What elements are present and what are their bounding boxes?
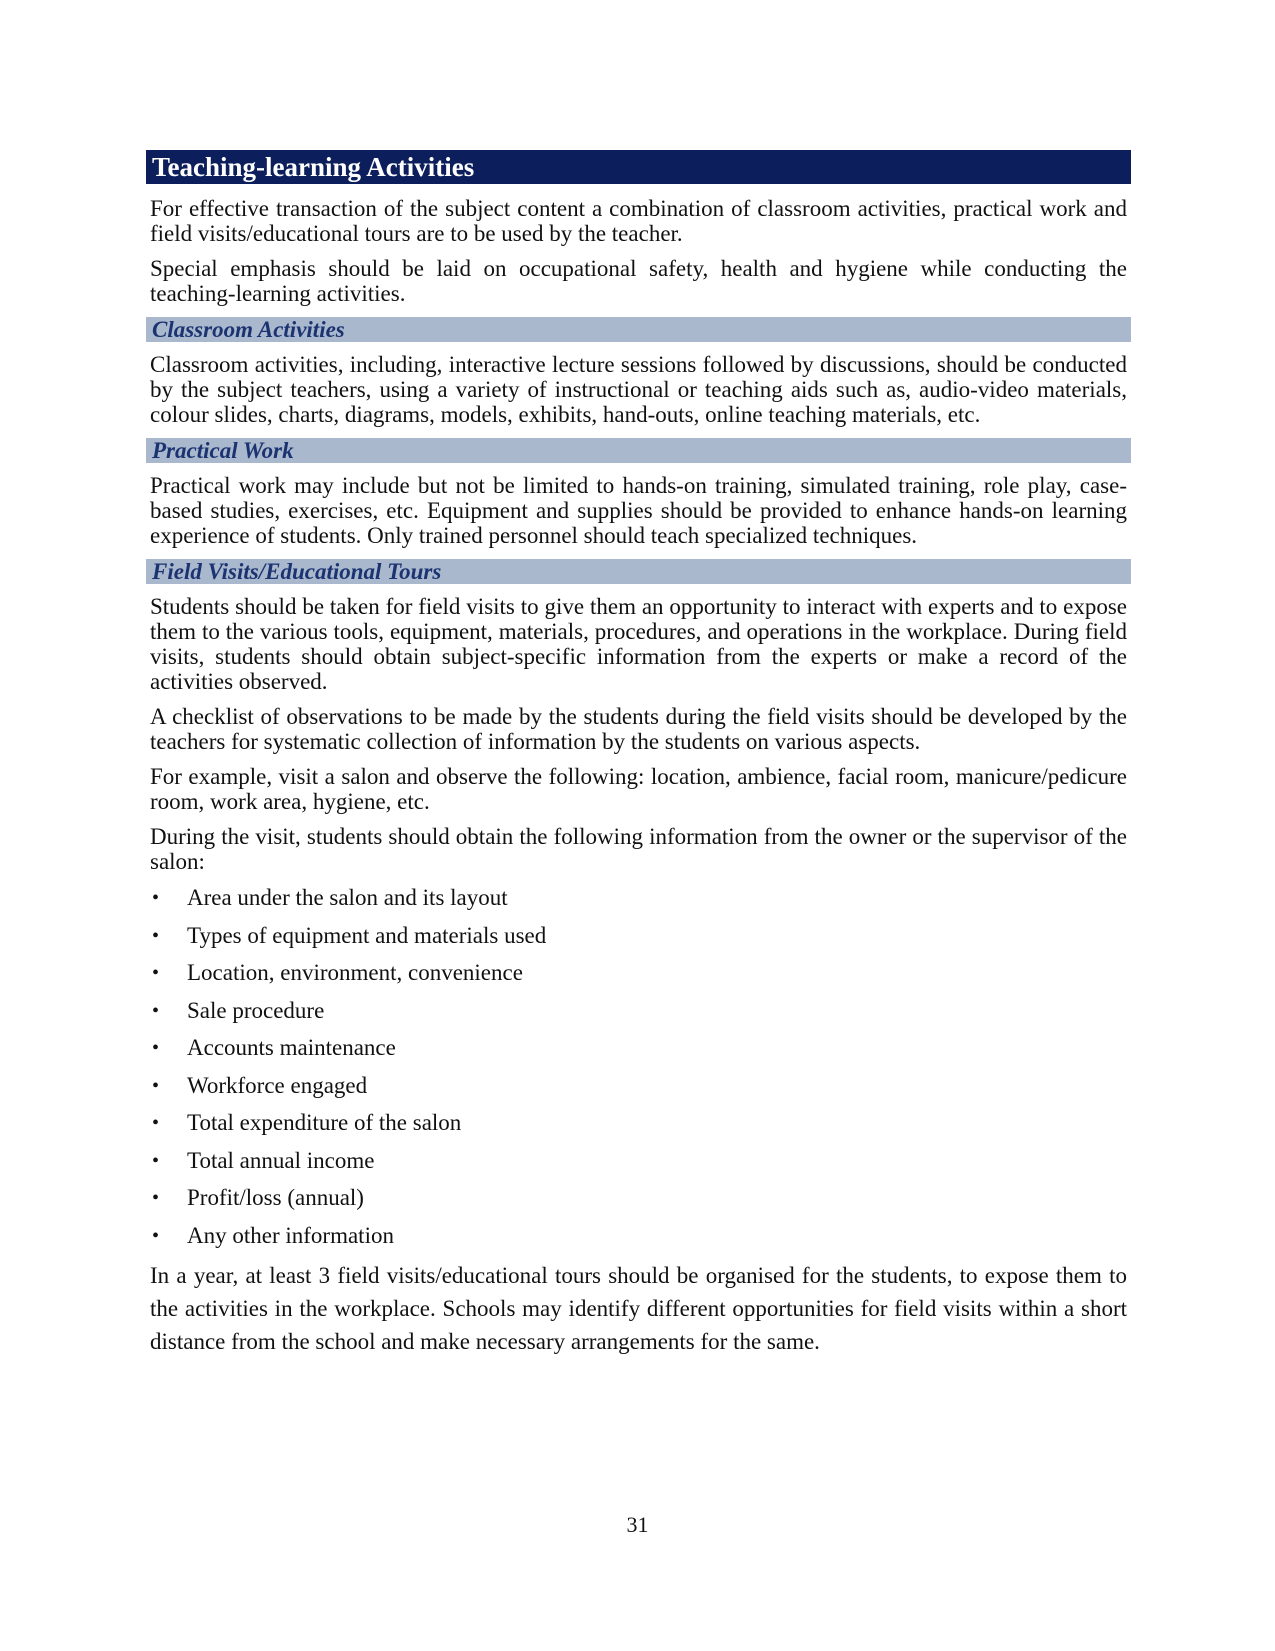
salon-information-list [146, 885, 1131, 1249]
bullet-icon: • [152, 999, 160, 1022]
field-visits-paragraph: During the visit, students should obtain the following information from the owner or the supervisor of the salon: [150, 824, 1127, 874]
page-content [146, 150, 1131, 1358]
closing-paragraph: In a year, at least 3 field visits/educational tours should be organised for the students, to expose them to the activities in the workplace. Schools may identify different opportunities for field visits within a short distance from the school and make necessary arrangements for the same. [150, 1263, 1127, 1354]
list-item-text: Profit/loss (annual) [187, 1185, 364, 1210]
list-item-text: Location, environment, convenience [187, 960, 523, 985]
bullet-icon: • [152, 1149, 160, 1172]
list-item [150, 923, 1131, 949]
bullet-icon: • [152, 1224, 160, 1247]
list-item-text: Workforce engaged [187, 1072, 368, 1098]
practical-work-text: Practical work may include but not be limited to hands-on training, simulated training, role play, case-based studies, exercises, etc. Equipment and supplies should be provided to enhance hands-on learning experience of students. Only trained personnel should teach specialized techniques. [150, 473, 1127, 548]
field-visits-heading: Field Visits/Educational Tours [146, 559, 1131, 584]
field-visits-paragraph: A checklist of observations to be made by the students during the field visits should be developed by the teachers for systematic collection of information by the students on various aspects. [150, 704, 1127, 754]
bullet-icon: • [152, 887, 160, 909]
practical-work-heading: Practical Work [146, 438, 1131, 463]
list-item [150, 1110, 1131, 1136]
bullet-icon: • [152, 1187, 160, 1209]
bullet-icon: • [152, 924, 160, 947]
list-item-text: Types of equipment and materials used [187, 922, 547, 948]
bullet-icon: • [152, 1074, 160, 1097]
list-item-text: Total expenditure of the salon [187, 1110, 462, 1135]
intro-paragraph: For effective transaction of the subject content a combination of classroom activities, practical work and field visits/educational tours are to be used by the teacher. [150, 196, 1127, 246]
section-heading: Teaching-learning Activities [146, 150, 1131, 184]
list-item [150, 998, 1131, 1024]
classroom-activities-text: Classroom activities, including, interactive lecture sessions followed by discussions, should be conducted by the subject teachers, using a variety of instructional or teaching aids such as, audio-video materials, colour slides, charts, diagrams, models, exhibits, hand-outs, online teaching materials, etc. [150, 352, 1127, 427]
bullet-icon: • [152, 1112, 160, 1134]
page-number: 31 [626, 1512, 649, 1537]
list-item-text: Any other information [187, 1222, 394, 1248]
classroom-activities-heading: Classroom Activities [146, 317, 1131, 342]
list-item [150, 1073, 1131, 1099]
intro-paragraph: Special emphasis should be laid on occupational safety, health and hygiene while conducting the teaching-learning activities. [150, 256, 1127, 306]
list-item-text: Sale procedure [187, 997, 325, 1023]
bullet-icon: • [152, 1037, 160, 1059]
list-item-text: Area under the salon and its layout [187, 885, 508, 910]
bullet-icon: • [152, 962, 160, 984]
list-item-text: Total annual income [187, 1147, 375, 1173]
list-item [150, 885, 1131, 911]
field-visits-paragraph: For example, visit a salon and observe the following: location, ambience, facial room, manicure/pedicure room, work area, hygiene, etc. [150, 764, 1127, 814]
field-visits-paragraph: Students should be taken for field visits to give them an opportunity to interact with experts and to expose them to the various tools, equipment, materials, procedures, and operations in the workplace. During field visits, students should obtain subject-specific information from the experts or make a record of the activities observed. [150, 594, 1127, 694]
list-item-text: Accounts maintenance [187, 1035, 396, 1060]
list-item [150, 960, 1131, 986]
list-item [150, 1148, 1131, 1174]
list-item [150, 1035, 1131, 1061]
list-item [150, 1223, 1131, 1249]
list-item [150, 1185, 1131, 1211]
